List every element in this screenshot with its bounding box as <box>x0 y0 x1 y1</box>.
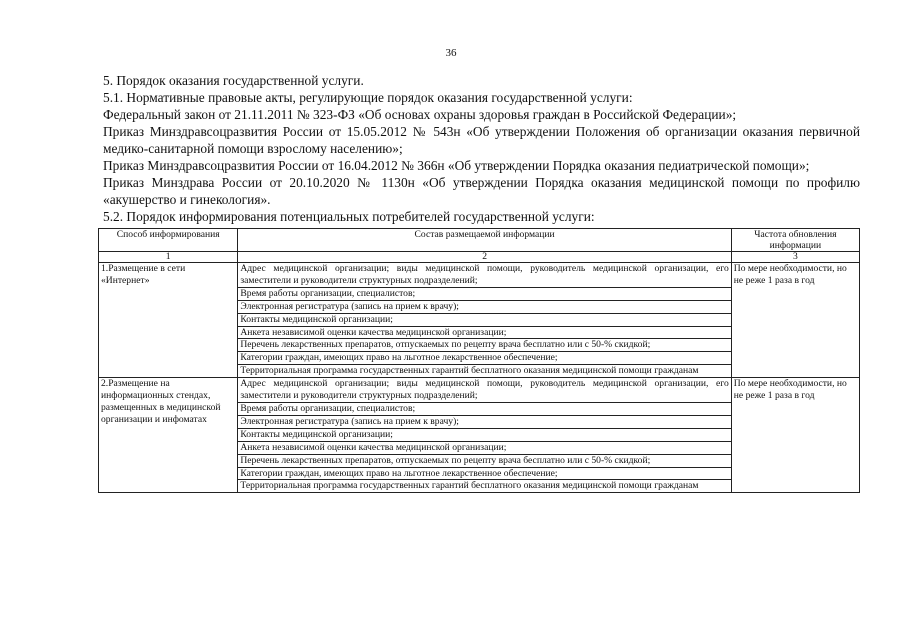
content-cell <box>238 378 731 493</box>
column-number: 1 <box>99 252 238 263</box>
table-header-row <box>99 229 860 252</box>
legal-act: Приказ Минздрава России от 20.10.2020 № 1130н «Об утверждении Порядка оказания медицинской помощи по профилю «акушерство и гинекология». <box>103 175 860 207</box>
content-line: Адрес медицинской организации; виды медицинской помощи, руководитель медицинской организации, его заместители и руководители структурных подразделений; <box>240 263 729 286</box>
content-line: Перечень лекарственных препаратов, отпускаемых по рецепту врача бесплатно или с 50-% скидкой; <box>238 455 730 468</box>
content-line: Контакты медицинской организации; <box>238 314 730 327</box>
content-line: Перечень лекарственных препаратов, отпускаемых по рецепту врача бесплатно или с 50-% скидкой; <box>238 339 730 352</box>
header-frequency: Частота обновления информации <box>731 229 859 252</box>
frequency-cell: По мере необходимости, но не реже 1 раза в год <box>731 263 859 378</box>
content-line: Электронная регистратура (запись на прием к врачу); <box>238 416 730 429</box>
content-line: Категории граждан, имеющих право на льготное лекарственное обеспечение; <box>238 352 730 365</box>
legal-act: Федеральный закон от 21.11.2011 № 323-ФЗ «Об основах охраны здоровья граждан в Российской Федерации»; <box>103 107 737 122</box>
content-line: Категории граждан, имеющих право на льготное лекарственное обеспечение; <box>238 468 730 481</box>
content-line: Анкета независимой оценки качества медицинской организации; <box>238 442 730 455</box>
table-row <box>99 378 860 493</box>
method-cell: 2.Размещение на информационных стендах, размещенных в медицинской организации и инфоматах <box>99 378 238 493</box>
legal-act: Приказ Минздравсоцразвития России от 15.05.2012 № 543н «Об утверждении Положения об организации оказания первичной медико-санитарной помощи взрослому населению»; <box>103 124 860 156</box>
legal-act: Приказ Минздравсоцразвития России от 16.04.2012 № 366н «Об утверждении Порядка оказания педиатрической помощи»; <box>103 158 810 173</box>
content-cell <box>238 263 731 378</box>
method-cell: 1.Размещение в сети «Интернет» <box>99 263 238 378</box>
column-number-row <box>99 252 860 263</box>
section-heading: 5. Порядок оказания государственной услуги. <box>103 73 364 88</box>
column-number: 3 <box>731 252 859 263</box>
content-line: Электронная регистратура (запись на прием к врачу); <box>238 301 730 314</box>
informing-table <box>98 228 860 493</box>
content-line: Контакты медицинской организации; <box>238 429 730 442</box>
content-line: Территориальная программа государственных гарантий бесплатного оказания медицинской помощи гражданам <box>240 365 699 377</box>
sub-heading-informing: 5.2. Порядок информирования потенциальных потребителей государственной услуги: <box>103 209 595 224</box>
header-content: Состав размещаемой информации <box>238 229 731 252</box>
content-line: Время работы организации, специалистов; <box>238 288 730 301</box>
page-number: 36 <box>445 47 457 59</box>
content-line: Время работы организации, специалистов; <box>238 403 730 416</box>
content-line: Адрес медицинской организации; виды медицинской помощи, руководитель медицинской организации, его заместители и руководители структурных подразделений; <box>240 378 729 402</box>
header-method: Способ информирования <box>99 229 238 252</box>
table-row <box>99 263 860 378</box>
content-line: Анкета независимой оценки качества медицинской организации; <box>238 327 730 340</box>
frequency-cell: По мере необходимости, но не реже 1 раза в год <box>731 378 859 493</box>
content-line: Территориальная программа государственных гарантий бесплатного оказания медицинской помощи гражданам <box>240 480 699 492</box>
column-number: 2 <box>238 252 731 263</box>
sub-heading-legal-acts: 5.1. Нормативные правовые акты, регулирующие порядок оказания государственной услуги: <box>103 90 633 105</box>
section-text <box>103 72 860 225</box>
